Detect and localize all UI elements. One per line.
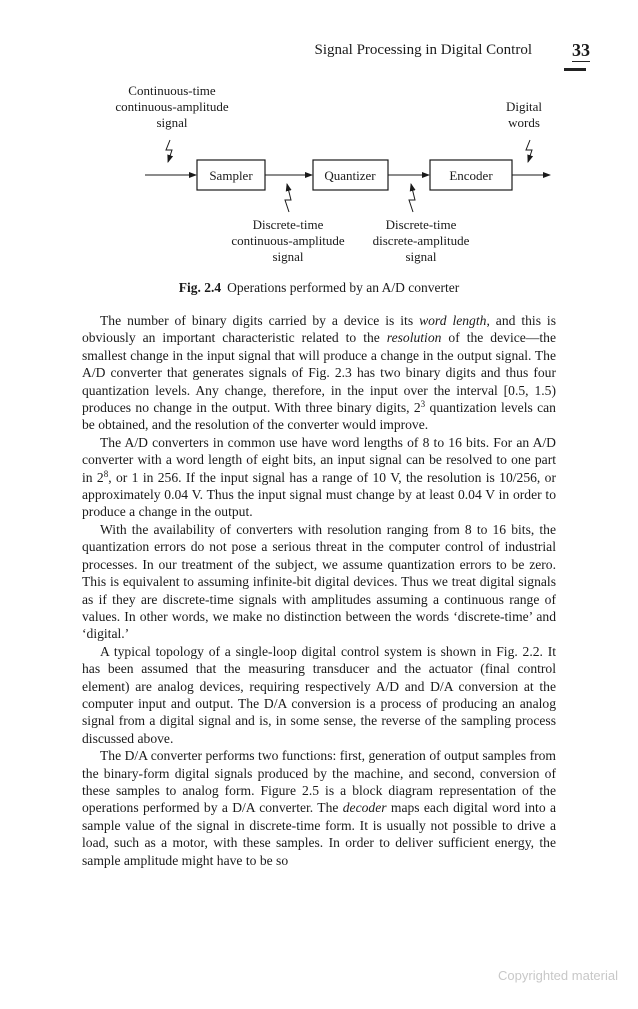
quantizer-label: Quantizer — [324, 168, 376, 183]
output-label-line-1: Digital — [505, 99, 543, 114]
block-diagram — [0, 0, 638, 280]
mid1-pointer — [285, 184, 291, 212]
term-decoder: decoder — [342, 800, 387, 816]
sampler-label: Sampler — [209, 168, 253, 183]
copyright-watermark: Copyrighted material — [498, 968, 618, 983]
mid2-label-line-3: signal — [405, 249, 437, 264]
paragraph-2 — [82, 434, 556, 521]
paragraph-5 — [82, 747, 556, 869]
p1-text-a: The number of binary digits carried by a device is its — [100, 313, 420, 328]
figure-caption-number: Fig. 2.4 — [178, 280, 222, 295]
paragraph-3: With the availability of converters with resolution ranging from 8 to 16 bits, the quantization errors do not pose a serious threat in the computer control of industrial processes. In our treatment of the subject, we assume quantization errors to be zero. This is equivalent to assuming infinite-bit digital devices. Thus we treat digital signals as if they are discrete-time signals with amplitudes assuming a continuous range of values. In other words, we make no distinction between the words ‘discrete-time’ and ‘digital.’ — [82, 521, 556, 642]
p2-exponent: 8 — [103, 468, 109, 479]
mid1-label-line-2: continuous-amplitude — [231, 233, 345, 248]
mid2-label-line-1: Discrete-time — [385, 217, 457, 232]
term-word-length: word length — [419, 313, 487, 328]
output-label-line-2: words — [508, 115, 540, 130]
mid2-label-line-2: discrete-amplitude — [372, 233, 470, 248]
paragraph-1 — [82, 312, 556, 434]
figure-caption — [0, 280, 638, 296]
mid1-label-line-1: Discrete-time — [252, 217, 324, 232]
mid2-pointer — [409, 184, 415, 212]
figure-caption-text: Operations performed by an A/D converter — [227, 280, 460, 295]
running-title: Signal Processing in Digital Control — [314, 42, 532, 58]
page-number: 33 — [572, 40, 590, 60]
p1-exponent: 3 — [420, 399, 426, 410]
input-pointer — [166, 140, 172, 162]
p5-text-c: maps each digital word into a sample value of the signal in discrete-time form. It is usually not possible to drive a load, such as a motor, with these samples. In order to deliver sufficient energy, the sample amplitude might have to be so — [82, 800, 556, 868]
p1-text-e: of the device—the smallest change in the input signal that will produce a change in the output signal. The A/D converter that generates signals of Fig. 2.3 has two binary digits and thus four quantization levels. Any change, therefore, in the input over the interval [0.5, 1.5) produces no change in the output. With three binary digits, 2 — [82, 330, 556, 416]
p2-text-c: , or 1 in 256. If the input signal has a range of 10 V, the resolution is 10/256, or approximately 0.04 V. Thus the input signal must change by at least 0.04 V in order to produce a change in the output. — [82, 469, 556, 520]
paragraph-4: A typical topology of a single-loop digital control system is shown in Fig. 2.2. It has been assumed that the measuring transducer and the actuator (final control element) are analog devices, requiring respectively A/D and D/A conversion at the computer input and output. The D/A conversion is a process of producing an analog signal from a digital signal and is, in some sense, the reverse of the sampling process discussed above. — [82, 643, 556, 746]
input-label-line-3: signal — [156, 115, 188, 130]
body-text — [82, 312, 556, 869]
figure-ad-converter — [0, 0, 638, 310]
p2-text-a: The A/D converters in common use have word lengths of 8 to 16 bits. For an A/D converter with a word length of eight bits, an input signal can be resolved to one part in 2 — [82, 434, 556, 485]
term-resolution: resolution — [386, 330, 442, 346]
p5-text-a: The D/A converter performs two functions: first, generation of output samples from the binary-form digital signals produced by the machine, and second, conversion of these samples to analog form. Figure 2.5 is a block diagram representation of the operations performed by a D/A converter. The — [82, 748, 556, 816]
input-label-line-1: Continuous-time — [128, 83, 216, 98]
p1-text-c: , and this is obviously an important characteristic related to the — [82, 313, 557, 346]
p1-text-g: quantization levels can be obtained, and the resolution of the converter would improve. — [82, 400, 556, 433]
output-pointer — [526, 140, 532, 162]
encoder-label: Encoder — [449, 168, 493, 183]
input-label-line-2: continuous-amplitude — [115, 99, 229, 114]
mid1-label-line-3: signal — [272, 249, 304, 264]
